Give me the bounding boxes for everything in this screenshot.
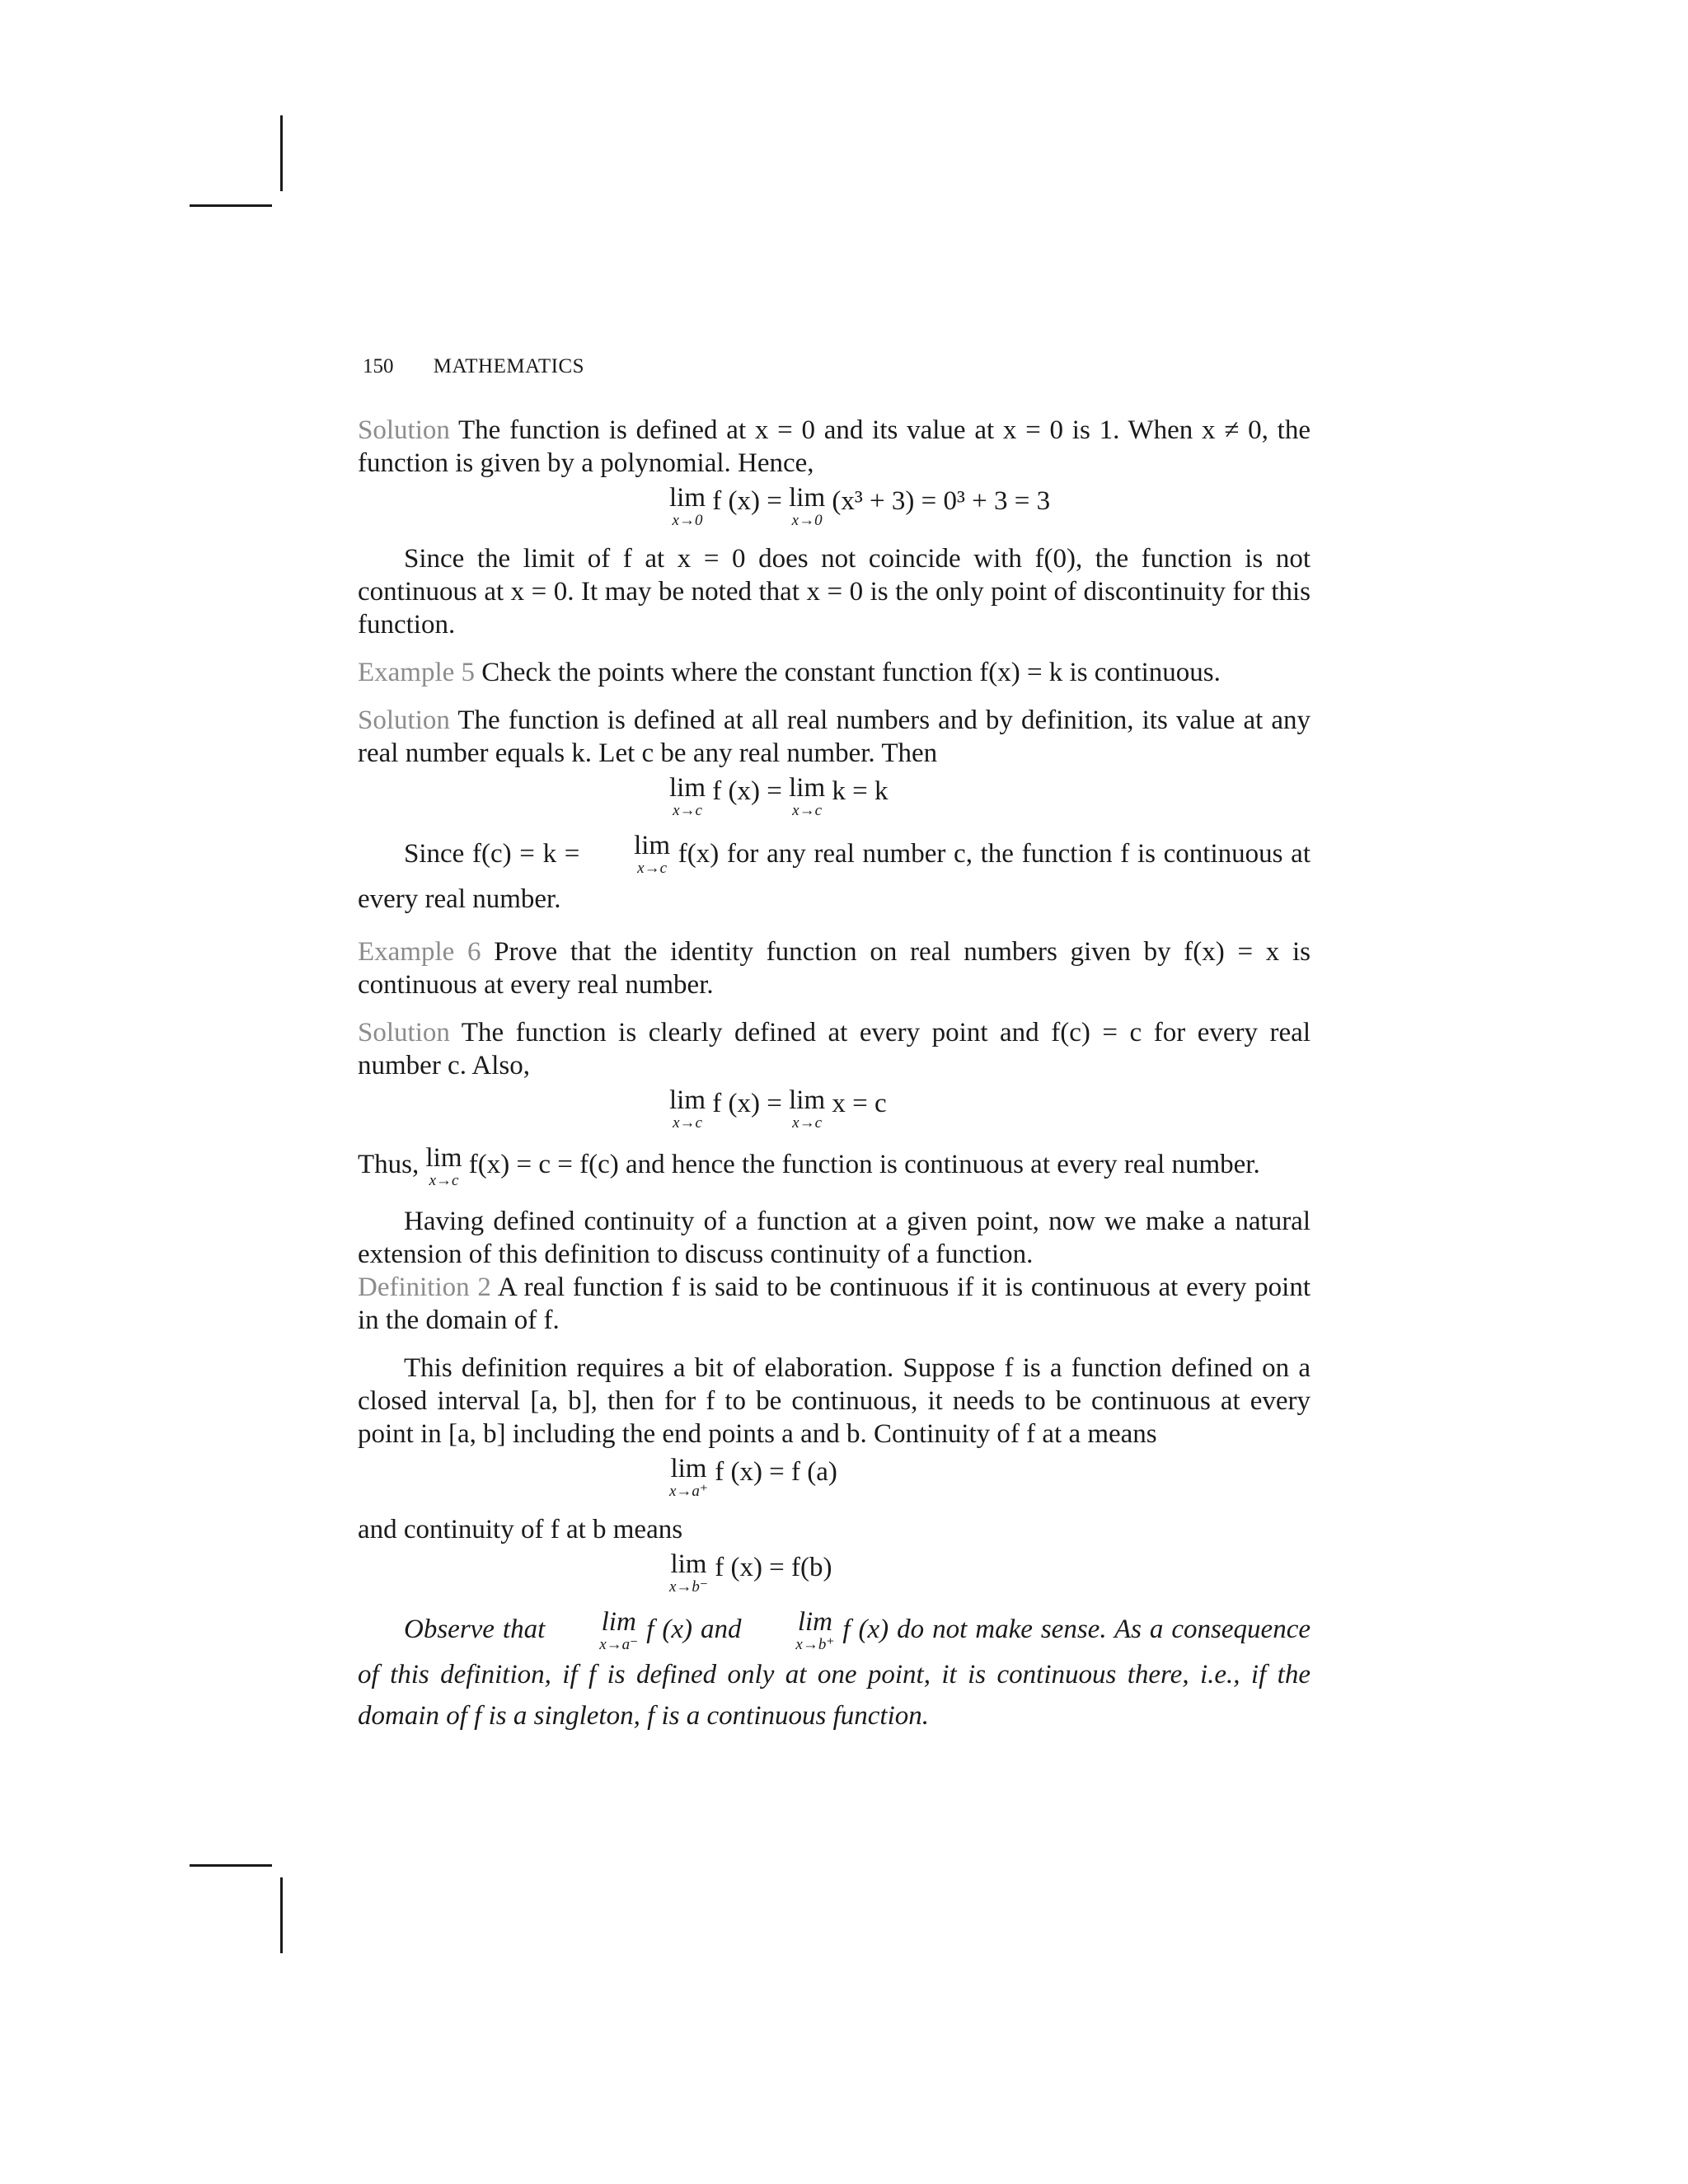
elaboration-paragraph: This definition requires a bit of elaboration. Suppose f is a function defined on a closed interval [a, b], then for f to be continuous, it needs to be continuous at every point in [a, b] including the end points a and b. Continuity of f at a means — [358, 1353, 1311, 1449]
crop-mark-top-horizontal — [190, 204, 272, 207]
solution-6-paragraph: Solution The function is clearly defined at every point and f(c) = c for every real number c. Also, — [358, 1018, 1311, 1080]
running-title: MATHEMATICS — [433, 355, 585, 377]
solution-4-paragraph: Solution The function is defined at x = 0 and its value at x = 0 is 1. When x ≠ 0, the function is given by a polynomial. Hence, — [358, 415, 1311, 478]
continuity-at-b-paragraph: and continuity of f at b means — [358, 1515, 683, 1544]
equation-limit-at-zero: lim x→0 f (x) = lim x→0 (x³ + 3) = 0³ + 3 = 3 — [669, 483, 1051, 529]
equation-right-limit-a: lim x→a⁺ f (x) = f (a) — [669, 1454, 837, 1500]
definition-2-paragraph: Definition 2 A real function f is said to be continuous if it is continuous at every point in the domain of f. — [358, 1272, 1311, 1335]
extension-paragraph: Having defined continuity of a function at a given point, now we make a natural extension of this definition to discuss continuity of a function. — [358, 1207, 1311, 1269]
solution-label: Solution — [358, 1018, 450, 1047]
equation-constant-limit: lim x→c f (x) = lim x→c k = k — [669, 773, 889, 819]
solution-5-paragraph: Solution The function is defined at all real numbers and by definition, its value at any real number equals k. Let c be any real number. Then — [358, 705, 1311, 768]
example-6-paragraph: Example 6 Prove that the identity function on real numbers given by f(x) = x is continuous at every real number. — [358, 937, 1311, 1000]
equation-left-limit-b: lim x→b⁻ f (x) = f(b) — [669, 1549, 832, 1596]
solution-label: Solution — [358, 415, 450, 445]
example-6-label: Example 6 — [358, 937, 481, 967]
crop-mark-top-vertical — [280, 115, 283, 191]
running-header — [358, 354, 1311, 379]
page-number: 150 — [363, 355, 394, 377]
identity-conclusion-paragraph: Thus, lim x→c f(x) = c = f(c) and hence the function is continuous at every real number. — [358, 1143, 1260, 1189]
observation-paragraph: Observe that lim x→a⁻ f (x) and lim x→b⁺ f (x) do not make sense. As a consequence of this definition, if f is defined only at one point, it is continuous there, i.e., if the domain of f is a singleton, f is a continuous function. — [358, 1607, 1311, 1731]
definition-2-label: Definition 2 — [358, 1272, 491, 1302]
equation-identity-limit: lim x→c f (x) = lim x→c x = c — [669, 1085, 887, 1132]
constant-continuity-paragraph: Since f(c) = k = lim x→c f(x) for any real number c, the function f is continuous at every real number. — [358, 831, 1311, 914]
discontinuity-paragraph: Since the limit of f at x = 0 does not coincide with f(0), the function is not continuous at x = 0. It may be noted that x = 0 is the only point of discontinuity for this function. — [358, 544, 1311, 640]
example-5-paragraph: Example 5 Check the points where the constant function f(x) = k is continuous. — [358, 658, 1221, 687]
example-5-label: Example 5 — [358, 658, 476, 687]
page-body — [358, 354, 1311, 1736]
crop-mark-bottom-horizontal — [190, 1864, 272, 1867]
solution-label: Solution — [358, 705, 450, 735]
crop-mark-bottom-vertical — [280, 1877, 283, 1953]
